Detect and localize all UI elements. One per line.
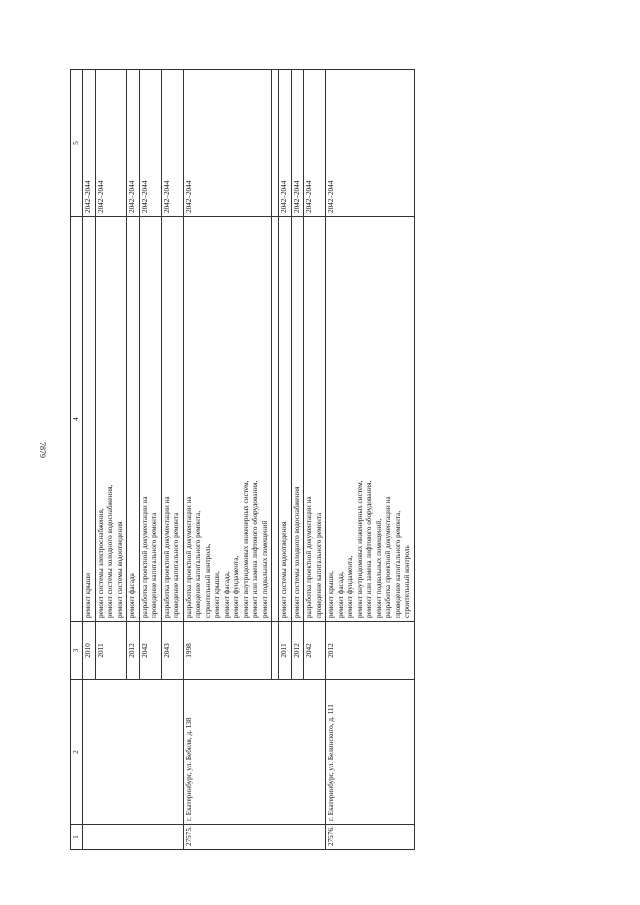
year-cell: 2010 <box>83 622 96 680</box>
header-row <box>71 70 83 850</box>
work-line: ремонт или замена лифтового оборудования, <box>365 480 373 618</box>
header-col-1: 1 <box>71 825 83 850</box>
period-cell: 2042–2044 <box>161 70 183 217</box>
work-line: ремонт системы электроснабжения, <box>96 508 105 618</box>
work-line: ремонт фундамента, <box>346 555 354 618</box>
work-line: строительный контроль, <box>203 543 212 618</box>
work-line: ремонт крыши, <box>327 571 335 618</box>
work-line: ремонт системы водоотведения <box>280 521 288 618</box>
period-cell: 2042–2044 <box>83 70 96 217</box>
year-cell: 2042 <box>139 622 161 680</box>
year-cell: 2043 <box>161 622 183 680</box>
work-line: ремонт внутридомовых инженерных систем, <box>241 480 250 618</box>
period-cell: 2042–2044 <box>183 70 272 217</box>
work-line: ремонт подвальных помещений <box>260 520 269 618</box>
work-cell <box>161 217 183 622</box>
work-line: ремонт системы водоотведения <box>115 521 124 618</box>
page-number: 7879 <box>38 442 47 458</box>
period-cell: 2042–2044 <box>95 70 127 217</box>
object-address: г. Екатеринбург, ул. Бебеля, д. 138 <box>183 680 326 825</box>
period-cell: 2042–2044 <box>304 70 326 217</box>
work-line: ремонт подвальных помещений, <box>374 518 383 618</box>
work-line: ремонт или замена лифтового оборудования, <box>251 480 259 618</box>
work-line: разработка проектной документации на <box>184 496 193 618</box>
object-number <box>83 825 184 850</box>
work-cell <box>304 217 326 622</box>
table-row <box>83 70 96 850</box>
work-line: ремонт фасада, <box>222 571 231 618</box>
work-line: ремонт внутридомовых инженерных систем, <box>355 480 364 618</box>
work-line: проведение капитального ремонта <box>150 512 158 618</box>
work-line: ремонт крыши, <box>213 571 221 618</box>
work-cell <box>326 217 415 622</box>
period-cell: 2042–2044 <box>279 70 292 217</box>
period-cell: 2042–2044 <box>139 70 161 217</box>
work-line: разработка проектной документации на <box>162 496 171 618</box>
work-line: ремонт системы холодного водоснабжения <box>292 486 301 618</box>
work-cell <box>83 217 96 622</box>
object-number: 27576. <box>326 825 415 850</box>
work-cell <box>139 217 161 622</box>
header-col-3: 3 <box>71 622 83 680</box>
work-line: ремонт крыши <box>84 572 92 618</box>
work-line: ремонт системы холодного водоснабжения, <box>106 484 114 618</box>
object-number: 27575. <box>183 825 326 850</box>
blank-cell <box>272 70 279 217</box>
work-cell <box>183 217 272 622</box>
table-body <box>83 70 415 850</box>
period-cell: 2042–2044 <box>127 70 140 217</box>
object-address <box>83 680 184 825</box>
header-col-2: 2 <box>71 680 83 825</box>
work-line: разработка проектной документации на <box>384 496 392 618</box>
object-address: г. Екатеринбург, ул. Белинского, д. 111 <box>326 680 415 825</box>
work-cell <box>279 217 292 622</box>
blank-cell <box>272 217 279 622</box>
table-row <box>183 70 272 850</box>
year-cell: 2012 <box>291 622 304 680</box>
year-cell: 2012 <box>127 622 140 680</box>
year-cell: 2011 <box>95 622 127 680</box>
capital-repair-table <box>70 69 415 850</box>
work-line: ремонт фундамента, <box>232 555 240 618</box>
year-cell: 2042 <box>304 622 326 680</box>
table-row <box>326 70 415 850</box>
year-cell: 1998 <box>183 622 272 680</box>
header-col-4: 4 <box>71 217 83 622</box>
work-line: проведение капитального ремонта <box>172 512 180 618</box>
header-col-5: 5 <box>71 70 83 217</box>
period-cell: 2042–2044 <box>326 70 415 217</box>
work-line: проведение капитального ремонта, <box>393 510 402 618</box>
work-cell <box>291 217 304 622</box>
work-line: проведение капитального ремонта <box>314 512 323 618</box>
blank-cell <box>272 622 279 680</box>
work-line: разработка проектной документации на <box>305 496 313 618</box>
rotated-table-page <box>70 70 500 850</box>
work-line: строительный контроль <box>403 545 411 618</box>
period-cell: 2042–2044 <box>291 70 304 217</box>
year-cell: 2012 <box>326 622 415 680</box>
work-cell <box>95 217 127 622</box>
work-line: ремонт фасада, <box>336 571 345 618</box>
work-line: проведение капитального ремонта, <box>194 510 202 618</box>
work-cell <box>127 217 140 622</box>
work-line: ремонт фасада <box>128 573 136 618</box>
work-line: разработка проектной документации на <box>140 496 149 618</box>
year-cell: 2011 <box>279 622 292 680</box>
